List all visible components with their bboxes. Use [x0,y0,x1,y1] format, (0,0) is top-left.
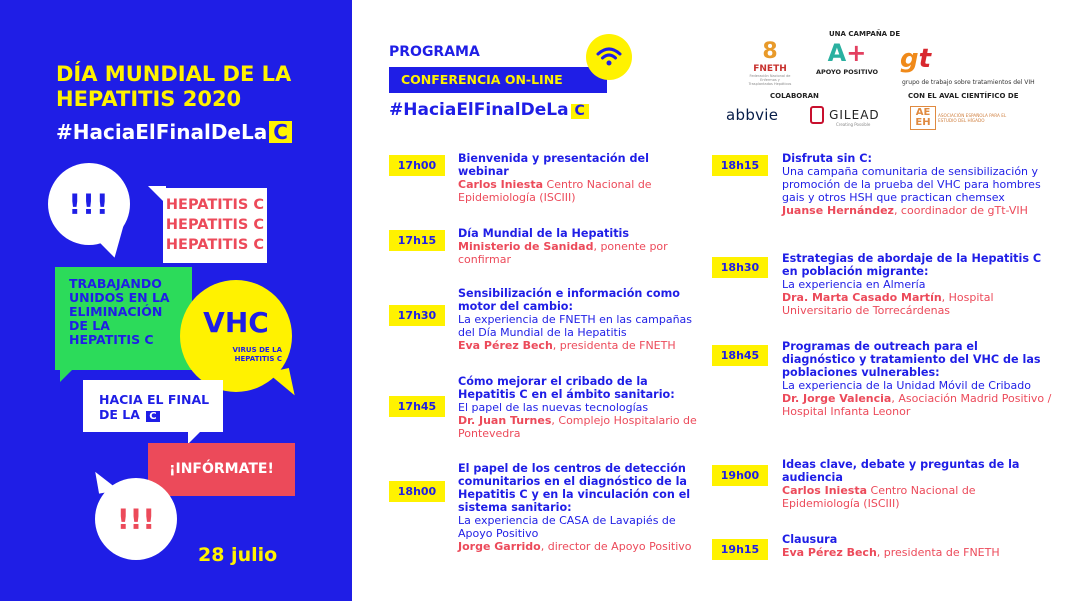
entry-title: Programas de outreach para el diagnóstico y tratamiento del VHC de las poblaciones vulnerables: [782,340,1041,379]
gilead-sub: Creating Possible [836,122,871,127]
entry-title: Disfruta sin C: [782,152,872,165]
hep-line: HEPATITIS C [165,197,265,213]
schedule-entry [782,340,1052,418]
event-title: DÍA MUNDIAL DE LA HEPATITIS 2020 [56,62,292,111]
final-c-box: C [146,411,159,422]
gilead-icon [810,106,824,124]
apoyo-icon-a: A [827,39,847,67]
schedule-entry [782,458,1052,510]
program-hashtag [389,100,589,120]
time-badge: 19h00 [712,465,768,486]
schedule-entry [458,287,698,352]
entry-role: , coordinador de gTt-VIH [893,204,1028,217]
schedule-entry [782,533,1052,559]
entry-role: , Asociación Madrid Positivo / Hospital Infanta Leonor [782,392,1052,418]
gilead-logo [810,104,880,127]
time-badge: 18h45 [712,345,768,366]
time-badge: 19h15 [712,539,768,560]
entry-speaker: Jorge Garrido [458,540,541,553]
aval-label: CON EL AVAL CIENTÍFICO DE [908,92,1019,100]
entry-desc: La experiencia de CASA de Lavapiés de Apoyo Positivo [458,514,676,540]
apoyo-icon-plus: + [846,39,867,67]
fneth-sub: Federación Nacional de Enfermos y Trasplantados Hepáticos [748,74,792,86]
entry-desc: La experiencia de FNETH en las campañas del Día Mundial de la Hepatitis [458,313,693,339]
entry-speaker: Carlos Iniesta [782,484,868,497]
apoyo-positivo-logo [812,38,882,76]
entry-role: Centro Nacional de Epidemiología (ISCIII) [782,484,976,510]
exclamation-bubble-bottom [95,478,177,560]
apoyo-name: APOYO POSITIVO [815,68,879,76]
unidos-bubble [55,267,192,370]
time-badge: 17h00 [389,155,445,176]
entry-title: Estrategias de abordaje de la Hepatitis C en población migrante: [782,252,1042,278]
entry-role: , Hospital Universitario de Torrecárdenas [782,291,994,317]
vhc-sub: VIRUS DE LA HEPATITIS C [232,346,282,363]
gtt-name: grupo de trabajo sobre tratamientos del VIH [902,79,1035,86]
entry-speaker: Dr. Juan Turnes [458,414,552,427]
entry-speaker: Eva Pérez Bech [782,546,877,559]
gtt-logo [900,46,1040,91]
conference-badge: CONFERENCIA ON-LINE [389,67,607,93]
entry-title: El papel de los centros de detección comunitarios en el diagnóstico de la Hepatitis C y en la vinculación con el sistema sanitario: [458,462,691,514]
green-bubble-tail [60,368,74,382]
schedule-entry [458,227,698,266]
hashtag-text: #HaciaElFinalDeLa [56,120,268,144]
time-badge: 18h30 [712,257,768,278]
entry-desc: El papel de las nuevas tecnologías [458,401,649,414]
entry-role: Centro Nacional de Epidemiología (ISCIII) [458,178,652,204]
time-badge: 17h30 [389,305,445,326]
aeeh-name: ASOCIACIÓN ESPAÑOLA PARA EL ESTUDIO DEL HÍGADO [938,113,1007,123]
apoyo-icon [812,38,882,68]
entry-speaker: Juanse Hernández [782,204,894,217]
event-date: 28 julio [198,544,278,566]
entry-title: Ideas clave, debate y preguntas de la audiencia [782,458,1020,484]
entry-desc: Una campaña comunitaria de sensibilización y promoción de la prueba del VHC para hombres gais y otros HSH que practican chemsex [782,165,1041,204]
abbvie-logo: abbvie [726,106,779,124]
programa-label: PROGRAMA [389,44,480,60]
entry-title: Clausura [782,533,838,546]
entry-role: , presidenta de FNETH [876,546,1000,559]
entry-speaker: Eva Pérez Bech [458,339,553,352]
fneth-logo [748,40,792,86]
vhc-label: VHC [203,306,269,339]
entry-speaker: Carlos Iniesta [458,178,544,191]
schedule-entry [782,252,1052,317]
fneth-icon: 8 [762,39,778,64]
time-badge: 18h15 [712,155,768,176]
gtt-icon-t: t [918,44,932,74]
entry-role: , ponente por confirmar [458,240,668,266]
hep-line: HEPATITIS C [165,237,265,253]
final-text: HACIA EL FINAL DE LA [99,392,210,422]
entry-role: , Complejo Hospitalario de Pontevedra [458,414,697,440]
informate-bubble: ¡INFÓRMATE! [148,443,295,496]
left-panel [0,0,352,601]
final-bubble [83,380,223,432]
exclamation-text: !!! [116,502,156,536]
hepatitis-c-bubble [163,188,267,263]
aeeh-icon: AE EH [910,106,936,130]
exclamation-bubble-top [48,163,130,245]
time-badge: 17h45 [389,396,445,417]
entry-speaker: Ministerio de Sanidad [458,240,594,253]
entry-desc: La experiencia en Almería [782,278,926,291]
entry-title: Sensibilización e información como motor del cambio: [458,287,680,313]
entry-speaker: Dra. Marta Casado Martín [782,291,942,304]
hep-line: HEPATITIS C [165,217,265,233]
gtt-icon [900,46,931,72]
hashtag [56,120,292,144]
entry-role: , presidenta de FNETH [552,339,676,352]
gtt-icon-g: g [900,44,919,74]
entry-desc: La experiencia de la Unidad Móvil de Cribado [782,379,1031,392]
fneth-name: FNETH [753,64,787,74]
unidos-text: TRABAJANDO UNIDOS EN LA ELIMINACIÓN DE LA HEPATITIS C [69,276,170,347]
final-bubble-tail [188,430,202,444]
program-hashtag-text: #HaciaElFinalDeLa [389,100,569,120]
entry-title: Cómo mejorar el cribado de la Hepatitis C en el ámbito sanitario: [458,375,675,401]
entry-title: Día Mundial de la Hepatitis [458,227,630,240]
hashtag-c-box: C [269,121,292,143]
entry-title: Bienvenida y presentación del webinar [458,152,649,178]
schedule-entry [458,375,698,440]
schedule-entry [458,152,698,204]
vhc-bubble [180,280,292,392]
colaboran-label: COLABORAN [770,92,819,100]
campaign-label: UNA CAMPAÑA DE [829,30,901,38]
time-badge: 17h15 [389,230,445,251]
entry-role: , director de Apoyo Positivo [540,540,692,553]
aeeh-logo [910,106,1030,130]
schedule-entry [458,462,698,553]
schedule-entry [782,152,1052,217]
program-hashtag-c: C [571,104,589,119]
wifi-icon [586,34,632,80]
entry-speaker: Dr. Jorge Valencia [782,392,892,405]
gilead-name: GILEAD [829,107,880,122]
time-badge: 18h00 [389,481,445,502]
exclamation-text: !!! [68,187,110,221]
